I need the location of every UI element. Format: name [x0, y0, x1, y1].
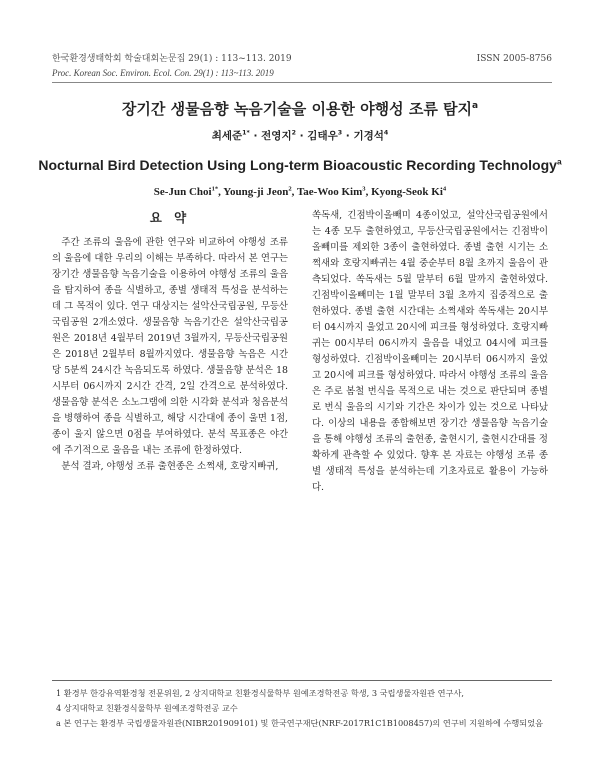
footnote-divider	[52, 680, 552, 681]
title-ko-text: 장기간 생물음향 녹음기술을 이용한 야행성 조류 탐지	[121, 100, 473, 118]
ko-author-affiliation-mark: 1*	[242, 129, 250, 137]
abstract-paragraph-1: 주간 조류의 울음에 관한 연구와 비교하여 야행성 조류의 울음에 대한 우리의 이해는 부족하다. 따라서 본 연구는 장기간 생물음향 녹음기술을 이용하여 야행성 조류의 울음을 탐지하여 종을 식별하고, 종별 생태적 특성을 분석하는데 그 목적이 있다. 연구 대상지는 설악산국립공원, 무등산국립공원 2개소였다. 생물음향 녹음기간은 설악산국립공원은 2018년 4월부터 2019년 3월까지, 무등산국립공원은 2018년 2월부터 8월까지였다. 생물음향 녹음은 시간당 5분씩 24시간 녹음되도록 하였다. 생물음향 분석은 18시부터 06시까지 2시간 간격, 2일 간격으로 분석하였다. 생물음향 분석은 소노그램에 의한 시각화 분석과 청음분석을 병행하여 종을 식별하고, 해당 시간대에 종이 울면 1점, 종이 울지 않으면 0점을 부여하였다. 분석 목표종은 야간에 주기적으로 울음을 내는 조류에 한정하였다.	[52, 237, 288, 456]
author-separator: ,	[291, 186, 297, 198]
author-separator: ·	[295, 130, 308, 142]
footnote-affiliations-2: 4 상지대학교 친환경식물학부 원예조경학전공 교수	[56, 703, 238, 713]
issn: ISSN 2005-8756	[476, 54, 552, 64]
footnote-funding: a 본 연구는 환경부 국립생물자원관(NIBR201909101) 및 한국연구재단(NRF-2017R1C1B1008457)의 연구비 지원하에 수행되었음	[56, 718, 544, 728]
abstract-paragraph-2-continued: 쏙독새, 긴점박이올빼미 4종이었고, 설악산국립공원에서는 4종 모두 출현하였고, 무등산국립공원에서는 긴점박이올빼미를 제외한 3종이 출현하였다. 종별 출현 시기는 소쩍새와 호랑지빠귀는 4월 중순부터 8월 초까지 울음이 관측되었다. 쏙독새는 5월 말부터 6월 말까지 출현하였다. 긴점박이올빼미는 1월 말부터 3월 초까지 집중적으로 출현하였다. 종별 출현 시간대는 소쩍새와 쏙독새는 20시부터 04시까지 울었고 20시에 피크를 형성하였다. 호랑지빠귀는 00시부터 06시까지 울음을 내었고 04시에 피크를 형성하였다. 긴점박이올빼미는 20시부터 06시까지 울었고 20시에 피크를 형성하였다. 따라서 야행성 조류의 울음은 주로 봄철 번식을 목적으로 내는 것으로 판단되며 종별로 번식 울음의 시기와 기간은 차이가 있는 것으로 나타났다. 이상의 내용을 종합해보면 장기간 생물음향 녹음기술을 통해 야행성 조류의 출현종, 출현시기, 출현시간대를 정확하게 관측할 수 있었다. 향후 본 자료는 야행성 조류 종별 생태적 특성을 분석하는데 기초자료로 활용이 가능하다.	[312, 210, 548, 493]
footnotes	[56, 686, 552, 731]
ko-author-name: 김태우	[307, 130, 338, 142]
author-separator: ·	[249, 130, 262, 142]
ko-author-name: 최세준	[211, 130, 243, 142]
title-ko-sup: a	[472, 101, 479, 111]
en-author-name: Young-ji Jeon	[223, 186, 289, 198]
ko-author-affiliation-mark: 3	[337, 129, 343, 137]
abstract-heading: 요 약	[149, 210, 191, 225]
en-author-name: Se-Jun Choi	[153, 186, 212, 198]
en-author-name: Tae-Woo Kim	[296, 186, 363, 198]
journal-title-en: Proc. Korean Soc. Environ. Ecol. Con. 29(1) : 113~113. 2019	[52, 68, 274, 78]
author-list-en	[0, 186, 600, 198]
abstract-column-left	[52, 235, 288, 475]
ko-author-name: 기경석	[353, 130, 384, 142]
running-header	[52, 52, 552, 80]
author-list-ko	[0, 128, 600, 143]
ko-author-affiliation-mark: 2	[291, 129, 296, 137]
journal-title-ko: 한국환경생태학회 학술대회논문집 29(1) : 113~113. 2019	[52, 54, 292, 64]
abstract-column-right	[312, 208, 548, 496]
author-separator: ,	[365, 186, 372, 198]
title-en-text: Nocturnal Bird Detection Using Long-term Bioacoustic Recording Technology	[38, 157, 557, 173]
en-author-affiliation-mark: 3	[362, 185, 366, 193]
en-author-affiliation-mark: 2	[288, 185, 292, 193]
paper-title-ko	[0, 98, 600, 119]
abstract-paragraph-2-start: 분석 결과, 야행성 조류 출현종은 소쩍새, 호랑지빠귀,	[61, 461, 279, 472]
en-author-name: Kyong-Seok Ki	[371, 186, 443, 198]
en-author-affiliation-mark: 4	[442, 185, 447, 193]
author-separator: ·	[342, 130, 354, 142]
ko-author-name: 전영지	[261, 130, 292, 142]
title-en-sup: a	[556, 156, 562, 167]
footnote-affiliations-1: 1 환경부 한강유역환경청 전문위원, 2 상지대학교 친환경식물학부 원예조경학전공 학생, 3 국립생물자원관 연구사,	[56, 688, 464, 698]
ko-author-affiliation-mark: 4	[383, 129, 389, 137]
author-separator: ,	[218, 186, 224, 198]
en-author-affiliation-mark: 1*	[211, 185, 219, 193]
header-divider	[52, 82, 552, 83]
paper-title-en	[0, 157, 600, 173]
